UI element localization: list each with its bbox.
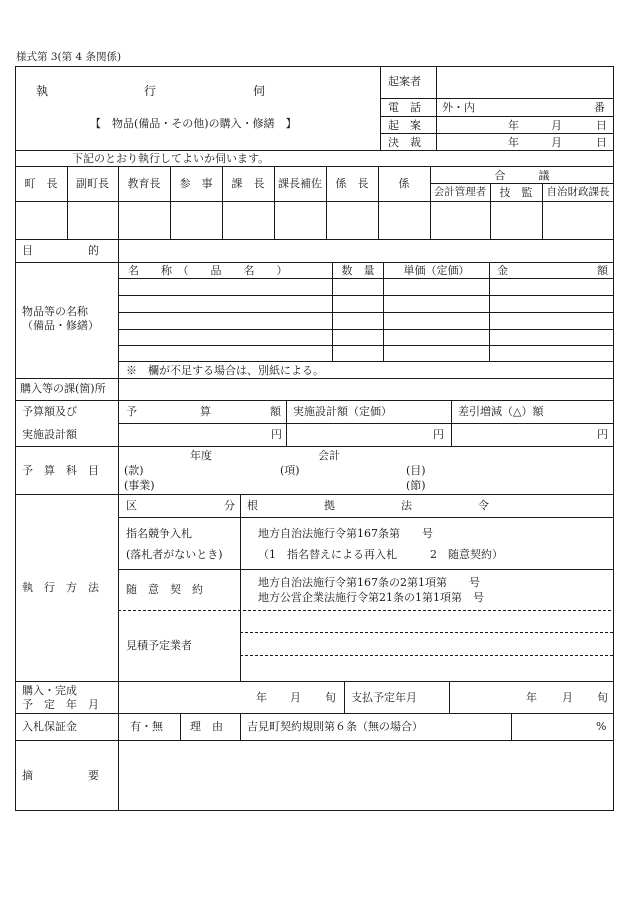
method-shimei-2: (落札者がないとき)	[126, 548, 223, 561]
approver-kakaricho: 係 長	[335, 177, 369, 190]
kessai-gatsu: 月	[551, 136, 562, 149]
items-col-amount-l: 金	[497, 264, 508, 277]
approver-cho: 町 長	[24, 177, 58, 190]
title-char-3: 伺	[253, 84, 266, 98]
kian-label: 起案者	[388, 75, 421, 88]
account-ko: (項)	[280, 464, 300, 477]
budget-yen-1: 円	[271, 428, 282, 441]
method-kubun-l: 区	[126, 499, 137, 512]
items-col-name: 名 称 （ 品 名 ）	[128, 264, 288, 277]
kiannichi-label: 起 案	[388, 119, 421, 132]
kian-nichi: 日	[596, 119, 607, 132]
items-label-2: （備品・修繕）	[22, 319, 99, 332]
denwa-label: 電 話	[388, 101, 421, 114]
bond-riyu: 理 由	[190, 720, 223, 733]
schedule-jun: 旬	[325, 691, 336, 704]
kessai-nen: 年	[508, 136, 519, 149]
approver-kakari: 係	[398, 177, 410, 190]
approver-kacho: 課 長	[231, 177, 265, 190]
account-label: 予 算 科 目	[22, 464, 99, 477]
budget-yosan-r: 額	[270, 405, 281, 418]
schedule-label-2: 予 定 年 月	[22, 698, 99, 711]
method-shimei-opt: （1 指名替えによる再入札 2 随意契約）	[258, 548, 503, 561]
phone-ban: 番	[594, 101, 605, 114]
title-char-2: 行	[144, 84, 157, 98]
phone-prefix: 外・内	[442, 101, 475, 114]
method-zuii-law-2: 地方公営企業法施行令第21条の1第1項第 号	[258, 591, 484, 604]
items-label-1: 物品等の名称	[22, 305, 88, 318]
items-col-qty: 数 量	[341, 264, 375, 277]
method-konkyo: 根 拠 法 令	[247, 499, 489, 512]
method-mitsumori: 見積予定業者	[126, 639, 192, 652]
approver-kaikei: 会計管理者	[433, 186, 487, 198]
schedule-gatsu: 月	[290, 691, 301, 704]
bond-label: 入札保証金	[22, 720, 77, 733]
schedule-nen: 年	[256, 691, 267, 704]
kessai-label: 決 裁	[388, 136, 421, 149]
method-label: 執 行 方 法	[22, 581, 99, 594]
method-shimei-law: 地方自治法施行令第167条第 号	[258, 527, 433, 540]
kian-nen: 年	[508, 119, 519, 132]
account-kan: (款)	[124, 464, 144, 477]
budget-yen-3: 円	[597, 428, 608, 441]
remarks-label: 摘 要	[22, 769, 99, 782]
budget-zogen: 差引増減（△）額	[458, 405, 544, 418]
budget-label-2: 実施設計額	[22, 428, 77, 441]
approver-kyoikucho: 教育長	[127, 177, 161, 190]
bond-percent: %	[596, 720, 607, 733]
kessai-nichi: 日	[596, 136, 607, 149]
budget-label-1: 予算額及び	[22, 405, 77, 418]
form-number: 様式第 3(第 4 条関係)	[16, 51, 122, 63]
method-zuii: 随 意 契 約	[126, 583, 203, 596]
subject-line: 【 物品(備品・その他)の購入・修繕 】	[90, 117, 297, 130]
items-col-amount-r: 額	[597, 264, 608, 277]
payment-nen: 年	[526, 691, 537, 704]
budget-sekkei: 実施設計額（定価）	[293, 405, 392, 418]
approver-kachohosa: 課長補佐	[278, 177, 322, 190]
account-nendo: 年度	[190, 449, 212, 462]
bond-rule: 吉見町契約規則第６条（無の場合）	[247, 720, 423, 733]
budget-yosan-m: 算	[200, 405, 211, 418]
approver-fukucho: 副町長	[76, 177, 109, 190]
items-col-price: 単価（定価）	[403, 264, 470, 277]
method-shimei-1: 指名競争入札	[126, 527, 192, 540]
schedule-label-1: 購入・完成	[22, 684, 77, 697]
bond-umu: 有・無	[130, 720, 163, 733]
notice-text: 下記のとおり執行してよいか伺います。	[72, 152, 270, 165]
account-setsu: (節)	[406, 479, 426, 492]
approver-sanji: 参 事	[179, 177, 213, 190]
method-zuii-law-1: 地方自治法施行令第167条の2第1項第 号	[258, 576, 480, 589]
purpose-label: 目 的	[22, 244, 99, 257]
account-jigyo: (事業)	[124, 479, 155, 492]
budget-yen-2: 円	[433, 428, 444, 441]
payment-jun: 旬	[597, 691, 608, 704]
method-kubun-r: 分	[224, 499, 235, 512]
approver-zaisei: 自治財政課長	[546, 186, 610, 198]
approver-gikan: 技 監	[499, 186, 533, 199]
items-note: ※ 欄が不足する場合は、別紙による。	[126, 364, 324, 377]
title-char-1: 執	[36, 84, 49, 98]
dept-label: 購入等の課(箇)所	[20, 382, 106, 395]
approver-aigi: 合 議	[494, 169, 550, 182]
schedule-payment: 支払予定年月	[351, 691, 417, 704]
account-moku: (目)	[406, 464, 426, 477]
account-kaikei: 会計	[318, 449, 340, 462]
kian-gatsu: 月	[551, 119, 562, 132]
payment-gatsu: 月	[562, 691, 573, 704]
budget-yosan-l: 予	[126, 405, 137, 418]
